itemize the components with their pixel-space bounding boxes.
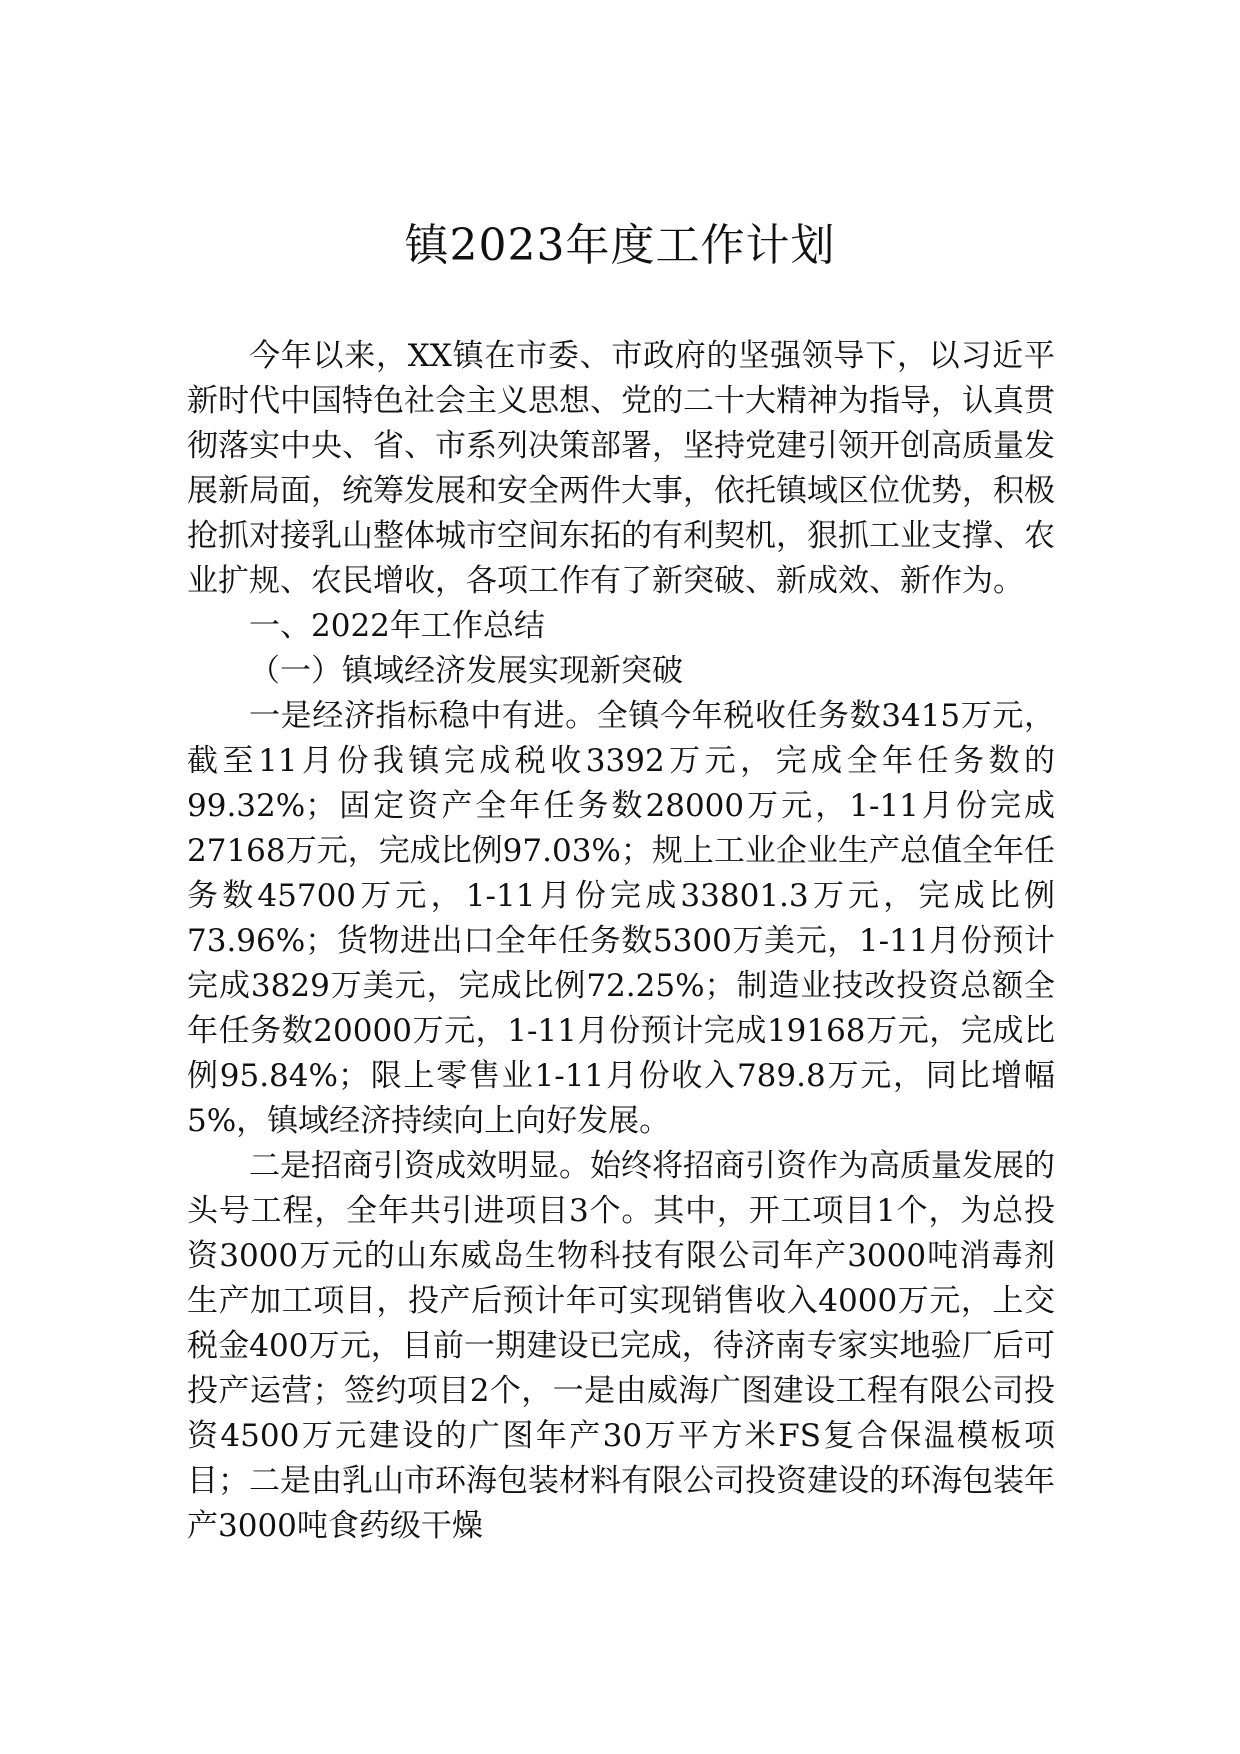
intro-paragraph: 今年以来，XX镇在市委、市政府的坚强领导下，以习近平新时代中国特色社会主义思想、党的二十大精神为指导，认真贯彻落实中央、省、市系列决策部署，坚持党建引领开创高质量发展新局面，统筹发展和安全两件大事，依托镇域区位优势，积极抢抓对接乳山整体城市空间东拓的有利契机，狠抓工业支撑、农业扩规、农民增收，各项工作有了新突破、新成效、新作为。 <box>187 338 1055 599</box>
paragraph-economic-indicators: 一是经济指标稳中有进。全镇今年税收任务数3415万元，截至11月份我镇完成税收3392万元，完成全年任务数的99.32%；固定资产全年任务数28000万元，1-11月份完成27168万元，完成比例97.03%；规上工业企业生产总值全年任务数45700万元，1-11月份完成33801.3万元，完成比例73.96%；货物进出口全年任务数5300万美元，1-11月份预计完成3829万美元，完成比例72.25%；制造业技改投资总额全年任务数20000万元，1-11月份预计完成19168万元，完成比例95.84%；限上零售业1-11月份收入789.8万元，同比增幅5%，镇域经济持续向上向好发展。 <box>187 698 1055 1139</box>
paragraph-investment-attraction: 二是招商引资成效明显。始终将招商引资作为高质量发展的头号工程，全年共引进项目3个。其中，开工项目1个，为总投资3000万元的山东威岛生物科技有限公司年产3000吨消毒剂生产加工项目，投产后预计年可实现销售收入4000万元，上交税金400万元，目前一期建设已完成，待济南专家实地验厂后可投产运营；签约项目2个，一是由威海广图建设工程有限公司投资4500万元建设的广图年产30万平方米FS复合保温模板项目；二是由乳山市环海包装材料有限公司投资建设的环海包装年产3000吨食药级干燥 <box>187 1148 1055 1544</box>
subsection-heading-economy: （一）镇域经济发展实现新突破 <box>249 653 683 689</box>
document-body <box>187 334 1055 1549</box>
section-heading-2022-summary: 一、2022年工作总结 <box>249 608 545 644</box>
document-title: 镇2023年度工作计划 <box>404 220 836 271</box>
